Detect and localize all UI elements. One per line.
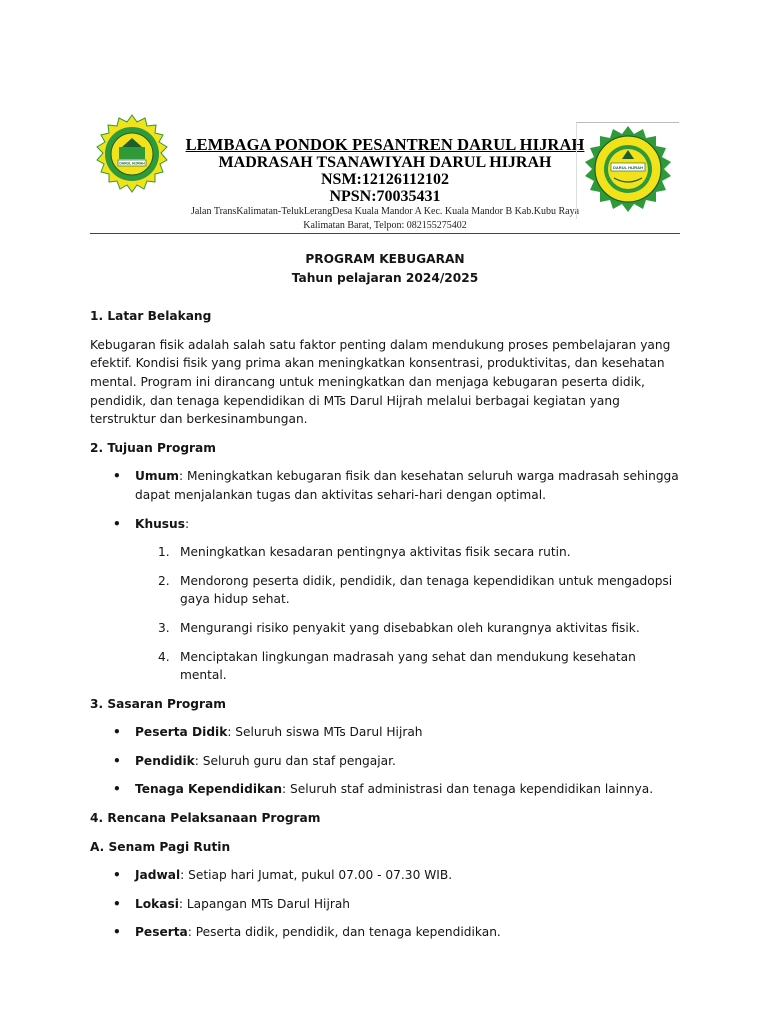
tujuan-umum-item (90, 467, 680, 504)
item-label: Jadwal (135, 868, 181, 883)
school-name: MADRASAH TSANAWIYAH DARUL HIJRAH (218, 154, 552, 171)
list-item-text: Menciptakan lingkungan madrasah yang sehat dan mendukung kesehatan mental. (180, 649, 636, 683)
list-item (90, 752, 680, 771)
right-logo-text: DARUL HIJRAH (613, 165, 643, 170)
list-item-text: Meningkatkan kesadaran pentingnya aktivitas fisik secara rutin. (180, 545, 571, 560)
list-number: 4. (158, 649, 170, 664)
letterhead-divider (90, 233, 680, 234)
tujuan-list (90, 467, 680, 533)
address-line-2: Kalimatan Barat, Telpon: 082155275402 (303, 220, 467, 231)
tujuan-khusus-colon: : (184, 516, 190, 531)
list-item-text: Mengurangi risiko penyakit yang disebabkan oleh kurangnya aktivitas fisik. (180, 620, 640, 635)
list-item-text: Mendorong peserta didik, pendidik, dan tenaga kependidikan untuk mengadopsi gaya hidup sehat. (180, 573, 673, 607)
list-item (90, 572, 680, 609)
bullet-icon: • (113, 516, 121, 531)
list-number: 1. (158, 545, 170, 560)
item-text: : Seluruh staf administrasi dan tenaga kependidikan lainnya. (282, 782, 654, 797)
list-item (90, 723, 680, 742)
list-item (90, 895, 680, 914)
school-nsm: NSM:12126112102 (321, 171, 449, 188)
bullet-icon: • (113, 925, 121, 940)
document-body (90, 250, 680, 952)
bullet-icon: • (113, 782, 121, 797)
school-logo-right (578, 124, 678, 216)
list-item (90, 780, 680, 799)
institution-name: LEMBAGA PONDOK PESANTREN DARUL HIJRAH (185, 135, 585, 154)
tujuan-khusus-label: Khusus (135, 516, 185, 531)
list-item (90, 866, 680, 885)
item-label: Peserta (135, 925, 188, 940)
latar-belakang-paragraph: Kebugaran fisik adalah salah satu faktor penting dalam mendukung proses pembelajaran yang efektif. Kondisi fisik yang prima akan meningkatkan konsentrasi, produktivitas, dan kesehatan mental. Program ini dirancang untuk meningkatkan dan menjaga kebugaran peserta didik, pendidik, dan tenaga kependidikan di MTs Darul Hijrah melalui berbagai kegiatan yang terstruktur dan berkesinambungan. (90, 337, 671, 427)
subsection-heading-senam-pagi: A. Senam Pagi Rutin (90, 839, 231, 854)
senam-pagi-list (90, 866, 680, 942)
document-subtitle: Tahun pelajaran 2024/2025 (291, 270, 479, 285)
bullet-icon: • (113, 725, 121, 740)
school-npsn: NPSN:70035431 (329, 188, 441, 205)
list-item (90, 923, 680, 942)
left-logo-text: DARUL HIJRAH (119, 161, 145, 166)
item-label: Pendidik (135, 753, 195, 768)
section-heading-tujuan-program: 2. Tujuan Program (90, 440, 216, 455)
tujuan-khusus-list (90, 543, 680, 685)
list-number: 2. (158, 573, 170, 588)
bullet-icon: • (113, 896, 121, 911)
tujuan-khusus-item (90, 515, 680, 534)
letterhead (90, 112, 680, 234)
list-number: 3. (158, 620, 170, 635)
sasaran-list (90, 723, 680, 799)
tujuan-umum-label: Umum (135, 469, 179, 484)
item-text: : Lapangan MTs Darul Hijrah (178, 896, 351, 911)
list-item (90, 648, 680, 685)
section-heading-sasaran-program: 3. Sasaran Program (90, 696, 226, 711)
address-line-1: Jalan TransKalimatan-TelukLerangDesa Kuala Mandor A Kec. Kuala Mandor B Kab.Kubu Raya (190, 206, 580, 217)
section-heading-rencana-pelaksanaan: 4. Rencana Pelaksanaan Program (90, 811, 321, 826)
document-title: PROGRAM KEBUGARAN (305, 252, 465, 266)
list-item (90, 543, 680, 562)
item-text: : Seluruh guru dan staf pengajar. (194, 753, 396, 768)
section-heading-latar-belakang: 1. Latar Belakang (90, 309, 212, 324)
item-text: : Peserta didik, pendidik, dan tenaga kependidikan. (187, 925, 501, 940)
bullet-icon: • (113, 868, 121, 883)
bullet-icon: • (113, 753, 121, 768)
item-text: : Seluruh siswa MTs Darul Hijrah (227, 725, 423, 740)
item-label: Peserta Didik (135, 725, 228, 740)
item-label: Lokasi (135, 896, 179, 911)
tujuan-umum-text: : Meningkatkan kebugaran fisik dan kesehatan seluruh warga madrasah sehingga dapat menjalankan tugas dan aktivitas sehari-hari dengan optimal. (135, 469, 679, 502)
bullet-icon: • (113, 469, 121, 484)
item-label: Tenaga Kependidikan (135, 782, 283, 797)
list-item (90, 619, 680, 638)
item-text: : Setiap hari Jumat, pukul 07.00 - 07.30 WIB. (180, 868, 453, 883)
